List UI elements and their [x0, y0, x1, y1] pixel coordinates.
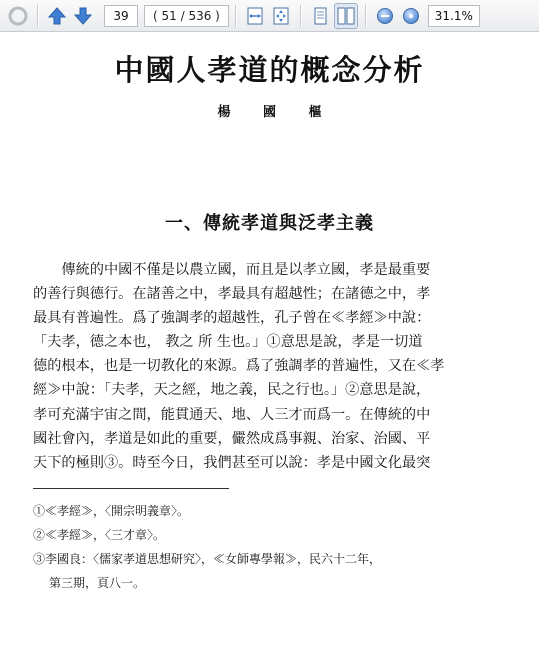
zoom-out-icon[interactable] — [373, 3, 397, 29]
body-line: 最具有普遍性。爲了強調孝的超越性，孔子曾在≪孝經≫中說： — [33, 310, 431, 327]
document-page — [0, 33, 539, 654]
page-count-display: ( 51 / 536 ) — [144, 5, 229, 27]
toolbar-separator — [300, 5, 301, 27]
zoom-level-field[interactable]: 31.1% — [428, 5, 480, 27]
page-down-icon[interactable] — [71, 3, 95, 29]
zoom-in-icon[interactable] — [399, 3, 423, 29]
body-line: 傳統的中國不僅是以農立國，而且是以孝立國，孝是最重要 — [33, 262, 431, 278]
footnote-divider — [33, 488, 229, 489]
toolbar-separator — [37, 5, 38, 27]
single-page-icon[interactable] — [308, 3, 332, 29]
fit-width-icon[interactable] — [243, 3, 267, 29]
toolbar-separator — [235, 5, 236, 27]
document-title: 中國人孝道的概念分析 — [114, 53, 425, 87]
footnote-continuation: 第三期，頁八一。 — [49, 576, 146, 590]
two-page-icon[interactable] — [334, 3, 358, 29]
footnote: ③李國良：〈儒家孝道思想研究〉，≪女師專學報≫，民六十二年， — [33, 552, 382, 566]
footnote: ①≪孝經≫，〈開宗明義章〉。 — [33, 504, 190, 518]
footnote: ②≪孝經≫，〈三才章〉。 — [33, 528, 166, 542]
page-number-input[interactable]: 39 — [104, 5, 138, 27]
reader-toolbar — [0, 0, 539, 32]
body-line: 「夫孝，德之本也， 教之 所 生也。」①意思是說，孝是一切道 — [33, 334, 423, 351]
body-line: 德的根本，也是一切教化的來源。爲了強調孝的普遍性，又在≪孝 — [33, 358, 445, 375]
document-author: 楊 國 樞 — [217, 105, 336, 120]
body-line: 孝可充滿宇宙之間，能貫通天、地、人三才而爲一。在傳統的中 — [33, 406, 431, 423]
body-paragraph — [33, 258, 481, 475]
refresh-icon[interactable] — [6, 3, 30, 29]
section-heading: 一、傳統孝道與泛孝主義 — [165, 213, 374, 234]
footnotes — [33, 499, 503, 595]
body-line: 經≫中說：「夫孝，天之經，地之義，民之行也。」②意思是說， — [33, 382, 431, 399]
fit-page-icon[interactable] — [269, 3, 293, 29]
body-line: 天下的極則③。時至今日，我們甚至可以說：孝是中國文化最突 — [33, 454, 431, 471]
body-line: 的善行與德行。在諸善之中，孝最具有超越性；在諸德之中，孝 — [33, 286, 431, 303]
toolbar-separator — [365, 5, 366, 27]
body-line: 國社會內，孝道是如此的重要，儼然成爲事親、治家、治國、平 — [33, 430, 431, 447]
page-up-icon[interactable] — [45, 3, 69, 29]
